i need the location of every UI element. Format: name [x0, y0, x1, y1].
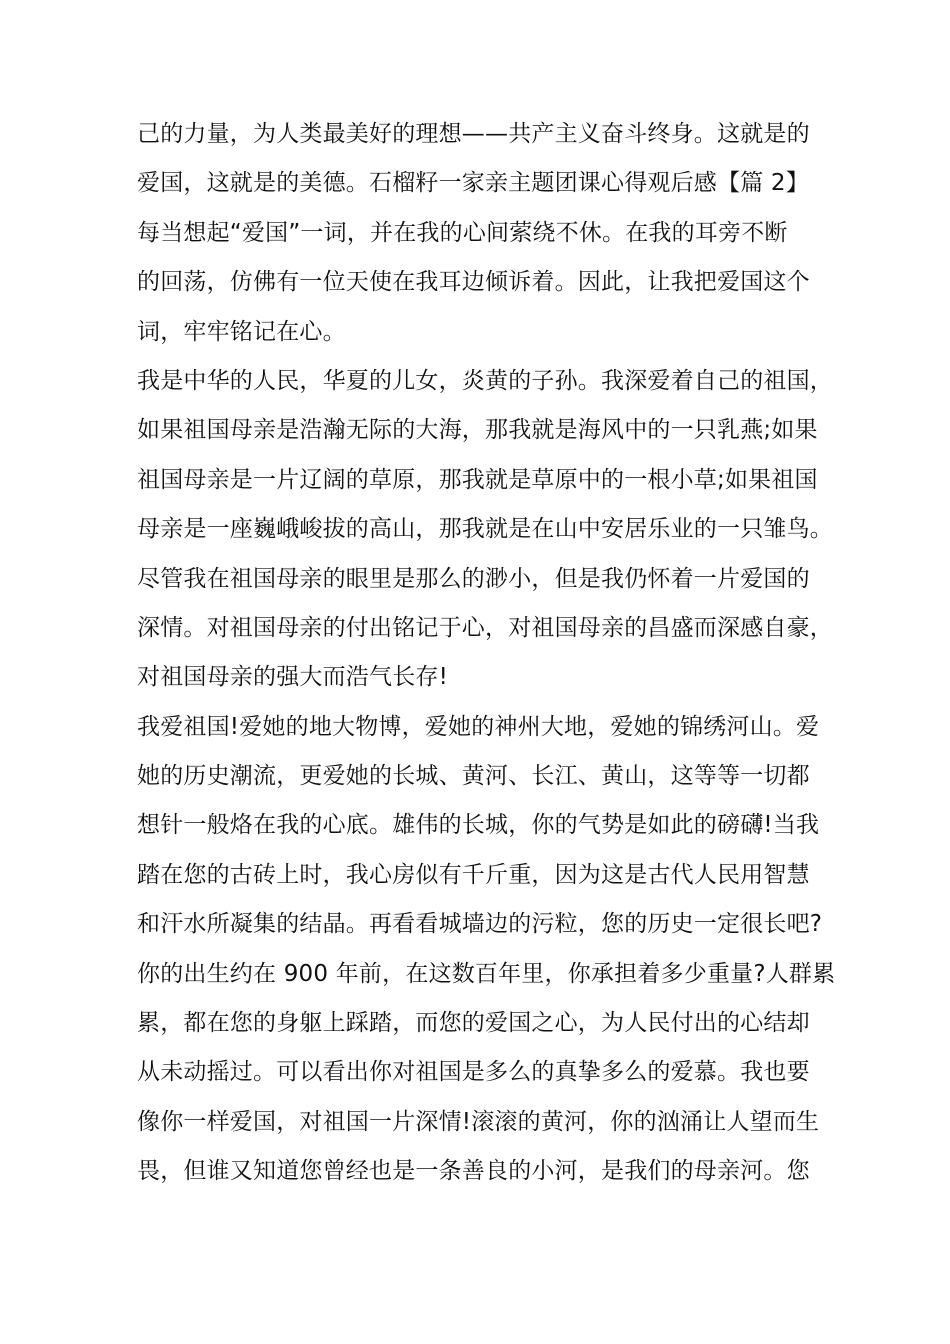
- text-line: 踏在您的古砖上时，我心房似有千斤重，因为这是古代人民用智慧: [137, 861, 810, 888]
- text-line: 想针一般烙在我的心底。雄伟的长城，你的气势是如此的磅礴!当我: [137, 812, 820, 839]
- text-line: 我爱祖国!爱她的地大物博，爱她的神州大地，爱她的锦绣河山。爱: [137, 713, 820, 740]
- text-line: 从未动摇过。可以看出你对祖国是多么的真挚多么的爱慕。我也要: [137, 1059, 810, 1086]
- text-line: 深情。对祖国母亲的付出铭记于心，对祖国母亲的昌盛而深感自豪，: [137, 614, 833, 641]
- text-line: 己的力量，为人类最美好的理想——共产主义奋斗终身。这就是的: [137, 121, 810, 147]
- text-line: 她的历史潮流，更爱她的长城、黄河、长江、黄山，这等等一切都: [137, 763, 810, 790]
- text-line: 母亲是一座巍峨峻拔的高山，那我就是在山中安居乐业的一只雏鸟。: [137, 516, 833, 543]
- text-line: 尽管我在祖国母亲的眼里是那么的渺小，但是我仍怀着一片爱国的: [137, 565, 810, 592]
- text-line: 像你一样爱国，对祖国一片深情!滚滚的黄河，你的汹涌让人望而生: [137, 1108, 820, 1135]
- text-line: 如果祖国母亲是浩瀚无际的大海，那我就是海风中的一只乳燕;如果: [137, 417, 818, 444]
- text-line: 我是中华的人民，华夏的儿女，炎黄的子孙。我深爱着自己的祖国，: [137, 367, 833, 394]
- text-line: 畏，但谁又知道您曾经也是一条善良的小河，是我们的母亲河。您: [137, 1158, 810, 1185]
- text-line: 累，都在您的身躯上踩踏，而您的爱国之心，为人民付出的心结却: [137, 1010, 810, 1037]
- text-line: 你的出生约在 900 年前，在这数百年里，你承担着多少重量?人群累: [137, 960, 836, 987]
- text-line: 爱国，这就是的美德。石榴籽一家亲主题团课心得观后感【篇 2】: [137, 170, 809, 197]
- text-line: 和汗水所凝集的结晶。再看看城墙边的污粒，您的历史一定很长吧?: [137, 911, 823, 938]
- text-line: 祖国母亲是一片辽阔的草原，那我就是草原中的一根小草;如果祖国: [137, 466, 818, 493]
- text-line: 的回荡，仿佛有一位天使在我耳边倾诉着。因此，让我把爱国这个: [137, 269, 810, 296]
- text-line: 每当想起“爱国”一词，并在我的心间萦绕不休。在我的耳旁不断: [137, 219, 788, 246]
- body-text: [137, 110, 837, 1197]
- text-line: 词，牢牢铭记在心。: [137, 318, 346, 345]
- text-line: 对祖国母亲的强大而浩气长存!: [137, 664, 449, 691]
